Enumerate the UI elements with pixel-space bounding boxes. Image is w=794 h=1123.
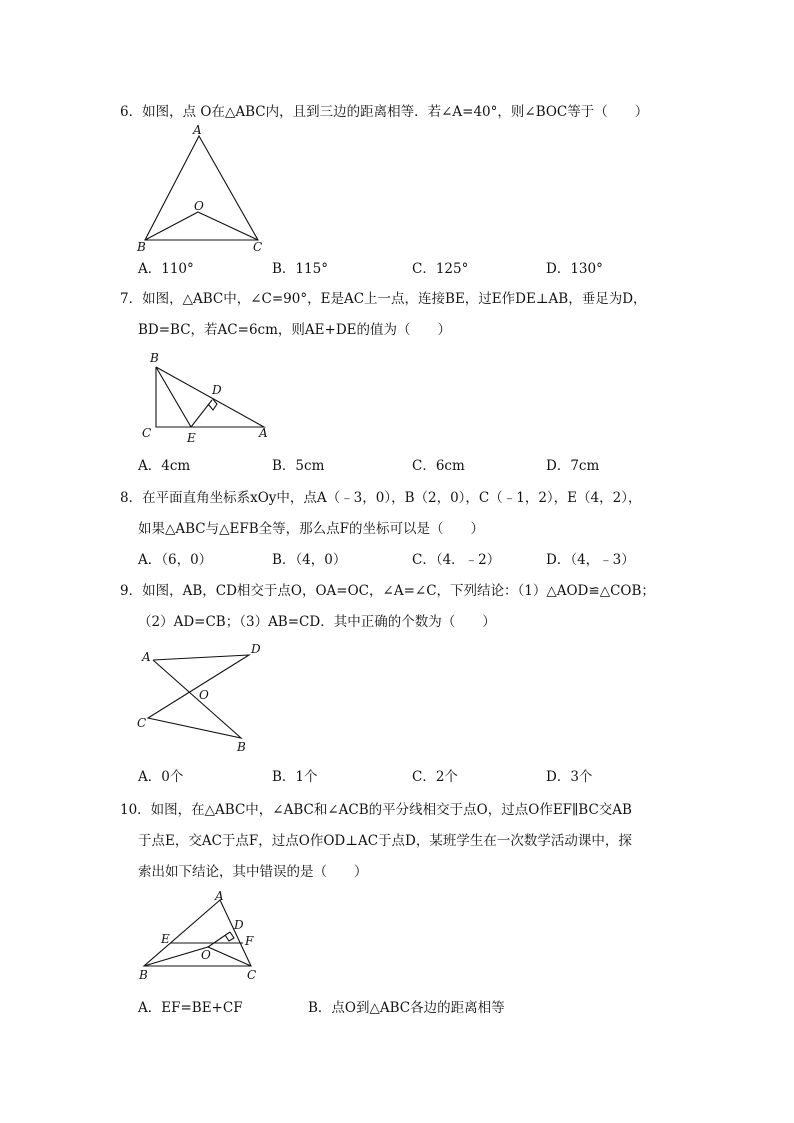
q7-label-B: B — [150, 351, 159, 365]
question-10-line1: 10．如图，在△ABC中，∠ABC和∠ACB的平分线相交于点O，过点O作EF∥BC交AB — [120, 802, 632, 818]
q9-label-O: O — [199, 688, 209, 702]
q10-option-b[interactable]: B．点O到△ABC各边的距离相等 — [308, 1000, 505, 1016]
q8-option-b[interactable]: B．（4，0） — [272, 552, 347, 568]
q6-option-d[interactable]: D．130° — [546, 261, 603, 277]
q9-label-D: D — [251, 642, 261, 656]
q10-label-E: E — [161, 932, 170, 946]
question-7-figure — [138, 347, 278, 447]
q6-label-C: C — [253, 240, 263, 254]
question-9-figure — [133, 640, 273, 760]
q10-label-F: F — [245, 934, 254, 948]
question-6-figure — [130, 122, 280, 257]
question-10-line3: 索出如下结论，其中错误的是（ ） — [138, 864, 368, 880]
question-9-line1: 9．如图，AB，CD相交于点O，OA=OC，∠A=∠C，下列结论：（1）△AOD≌△COB； — [120, 583, 655, 599]
q7-label-D: D — [212, 383, 222, 397]
q10-label-A: A — [215, 890, 224, 903]
question-8-line2: 如果△ABC与△EFB全等，那么点F的坐标可以是（ ） — [138, 521, 485, 537]
q7-option-c[interactable]: C．6cm — [412, 458, 465, 474]
q7-option-d[interactable]: D．7cm — [546, 458, 600, 474]
q9-option-c[interactable]: C．2个 — [412, 769, 458, 785]
q6-option-b[interactable]: B．115° — [272, 261, 328, 277]
q10-label-D: D — [234, 918, 244, 932]
q7-label-C: C — [142, 426, 152, 440]
q7-option-b[interactable]: B．5cm — [272, 458, 325, 474]
q7-label-E: E — [187, 431, 196, 445]
q8-option-d[interactable]: D．（4，﹣3） — [546, 552, 635, 568]
q10-label-B: B — [139, 968, 148, 982]
question-9-line2: （2）AD=CB；（3）AB=CD．其中正确的个数为（ ） — [138, 614, 496, 630]
q10-label-O: O — [201, 948, 211, 962]
q6-option-c[interactable]: C．125° — [412, 261, 469, 277]
q8-option-a[interactable]: A．（6，0） — [138, 552, 213, 568]
q6-label-B: B — [137, 240, 146, 254]
q7-label-A: A — [259, 426, 268, 440]
question-10-line2: 于点E，交AC于点F，过点O作OD⊥AC于点D，某班学生在一次数学活动课中，探 — [138, 833, 632, 849]
q10-option-a[interactable]: A．EF=BE+CF — [138, 1000, 243, 1016]
q9-label-A: A — [142, 650, 151, 664]
q10-label-C: C — [247, 968, 257, 982]
q6-label-O: O — [194, 199, 204, 213]
q6-label-A: A — [193, 123, 202, 137]
q9-label-B: B — [237, 740, 246, 754]
q9-option-b[interactable]: B．1个 — [272, 769, 318, 785]
q9-option-d[interactable]: D．3个 — [546, 769, 593, 785]
q6-option-a[interactable]: A．110° — [138, 261, 194, 277]
question-6-text: 6．如图，点 O在△ABC内，且到三边的距离相等．若∠A=40°，则∠BOC等于（ ） — [120, 104, 649, 120]
question-10-figure — [133, 890, 273, 985]
question-7-line1: 7．如图，△ABC中，∠C=90°，E是AC上一点，连接BE，过E作DE⊥AB，垂足为D， — [120, 291, 647, 307]
q7-option-a[interactable]: A．4cm — [138, 458, 191, 474]
q9-option-a[interactable]: A．0个 — [138, 769, 184, 785]
q8-option-c[interactable]: C．（4．﹣2） — [412, 552, 501, 568]
q9-label-C: C — [137, 716, 147, 730]
question-8-line1: 8．在平面直角坐标系xOy中，点A（﹣3，0），B（2，0），C（﹣1，2），E（4，2）， — [120, 490, 642, 506]
question-7-line2: BD=BC，若AC=6cm，则AE+DE的值为（ ） — [138, 322, 451, 338]
